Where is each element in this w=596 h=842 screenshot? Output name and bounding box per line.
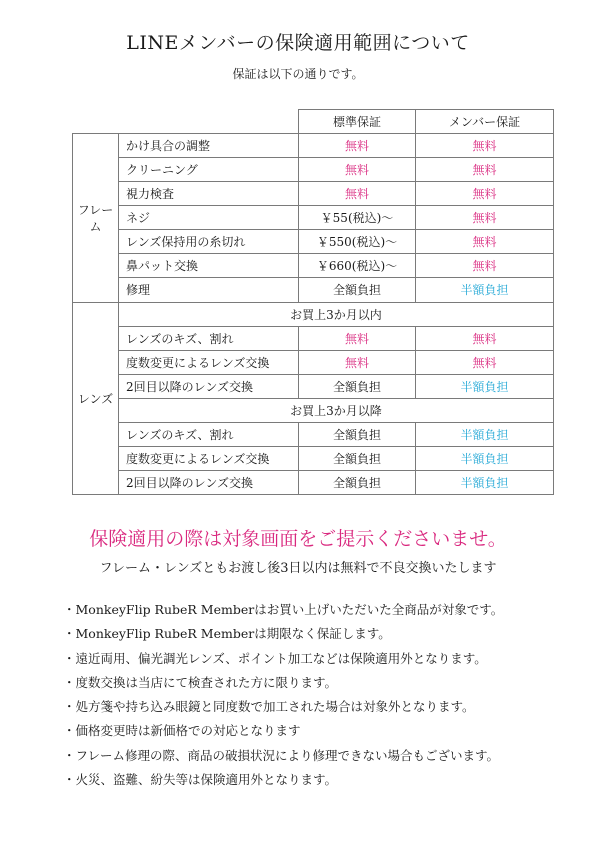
row-standard: 全額負担 — [299, 278, 416, 302]
row-member: 半額負担 — [416, 470, 554, 494]
page-subtitle: 保証は以下の通りです。 — [232, 67, 364, 81]
period-after-3-months: お買上3か月以降 — [119, 398, 554, 422]
row-item: 2回目以降のレンズ交換 — [119, 470, 299, 494]
page-title: LINEメンバーの保険適用範囲について — [126, 32, 470, 54]
period-within-3-months: お買上3か月以内 — [119, 302, 554, 326]
table-row — [73, 182, 554, 206]
table-row — [73, 302, 554, 326]
row-standard: 無料 — [299, 350, 416, 374]
list-item: ・価格変更時は新価格での対応となります — [63, 723, 301, 739]
list-item: ・度数交換は当店にて検査された方に限ります。 — [63, 674, 338, 690]
row-member: 無料 — [416, 350, 554, 374]
table-row — [73, 254, 554, 278]
row-standard: 無料 — [299, 158, 416, 182]
row-member: 無料 — [416, 158, 554, 182]
row-standard: ￥55(税込)～ — [299, 206, 416, 230]
table-row — [73, 422, 554, 446]
row-standard: 無料 — [299, 134, 416, 158]
list-item: ・遠近両用、偏光調光レンズ、ポイント加工などは保険適用外となります。 — [63, 650, 487, 666]
table-row — [73, 326, 554, 350]
table-row — [73, 134, 554, 158]
notice-subtext: フレーム・レンズともお渡し後3日以内は無料で不良交換いたします — [99, 561, 497, 576]
row-standard: 全額負担 — [299, 470, 416, 494]
table-row — [73, 470, 554, 494]
row-item: かけ具合の調整 — [119, 134, 299, 158]
table-row — [73, 230, 554, 254]
row-standard: 全額負担 — [299, 374, 416, 398]
row-standard: ￥550(税込)～ — [299, 230, 416, 254]
row-standard: 全額負担 — [299, 422, 416, 446]
notice-heading: 保険適用の際は対象画面をご提示くださいませ。 — [89, 528, 507, 550]
row-member: 半額負担 — [416, 446, 554, 470]
table-row — [73, 158, 554, 182]
row-member: 無料 — [416, 254, 554, 278]
row-item: 視力検査 — [119, 182, 299, 206]
list-item: ・処方箋や持ち込み眼鏡と同度数で加工された場合は対象外となります。 — [63, 699, 475, 715]
row-member: 半額負担 — [416, 278, 554, 302]
table-row — [73, 398, 554, 422]
row-item: 修理 — [119, 278, 299, 302]
table-row — [73, 278, 554, 302]
row-item: 度数変更によるレンズ交換 — [119, 350, 299, 374]
coverage-table — [72, 109, 554, 495]
table-row — [73, 206, 554, 230]
row-member: 無料 — [416, 230, 554, 254]
row-item: ネジ — [119, 206, 299, 230]
row-item: クリーニング — [119, 158, 299, 182]
row-member: 無料 — [416, 206, 554, 230]
row-member: 半額負担 — [416, 422, 554, 446]
row-member: 半額負担 — [416, 374, 554, 398]
header-member: メンバー保証 — [416, 110, 554, 134]
list-item: ・MonkeyFlip RubeR Memberはお買い上げいただいた全商品が対象です。 — [63, 602, 504, 617]
table-row — [73, 350, 554, 374]
header-standard: 標準保証 — [299, 110, 416, 134]
row-item: 2回目以降のレンズ交換 — [119, 374, 299, 398]
row-standard: 無料 — [299, 326, 416, 350]
row-item: レンズのキズ、割れ — [119, 326, 299, 350]
group-lens: レンズ — [73, 302, 119, 495]
table-row — [73, 446, 554, 470]
row-standard: 全額負担 — [299, 446, 416, 470]
row-member: 無料 — [416, 326, 554, 350]
table-row — [73, 374, 554, 398]
group-frame: フレーム — [73, 134, 119, 302]
row-item: 鼻パット交換 — [119, 254, 299, 278]
list-item: ・MonkeyFlip RubeR Memberは期限なく保証します。 — [63, 626, 391, 642]
row-standard: ￥660(税込)～ — [299, 254, 416, 278]
list-item: ・フレーム修理の際、商品の破損状況により修理できない場合もございます。 — [63, 747, 500, 763]
row-member: 無料 — [416, 134, 554, 158]
list-item: ・火災、盗難、紛失等は保険適用外となります。 — [63, 772, 338, 788]
table-header-row — [73, 110, 554, 134]
row-member: 無料 — [416, 182, 554, 206]
row-standard: 無料 — [299, 182, 416, 206]
row-item: 度数変更によるレンズ交換 — [119, 446, 299, 470]
row-item: レンズのキズ、割れ — [119, 422, 299, 446]
notes-list — [63, 600, 503, 794]
row-item: レンズ保持用の糸切れ — [119, 230, 299, 254]
